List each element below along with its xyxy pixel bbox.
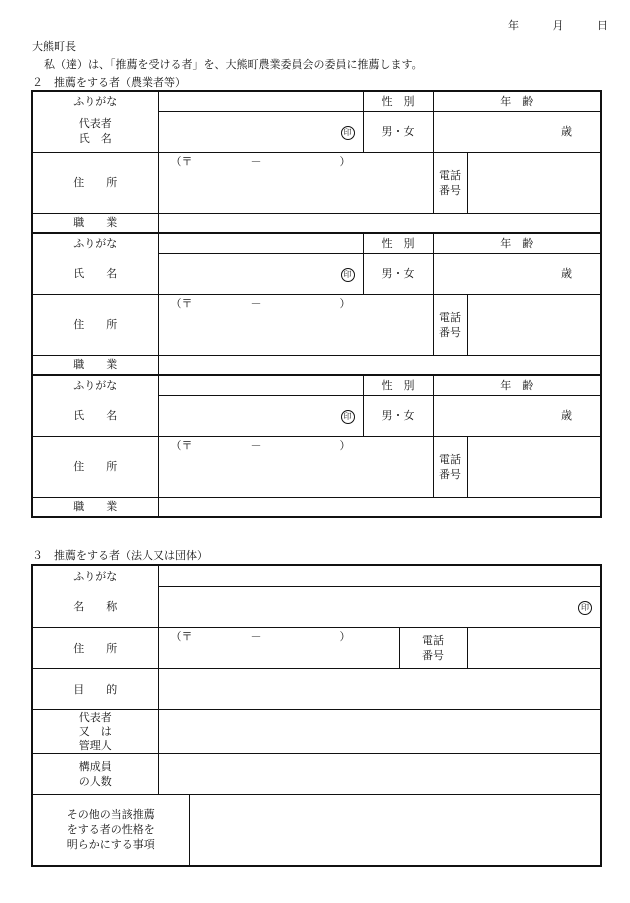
section2-title: ２ 推薦をする者（農業者等） [32, 76, 186, 89]
s2-name-label: 氏 名 [32, 395, 158, 436]
s2-name-field[interactable] [158, 111, 363, 152]
postal-dash: － [250, 154, 262, 168]
s2-address-field[interactable] [158, 436, 433, 497]
s2-age-label: 年 齢 [433, 233, 601, 253]
s2-name-field[interactable] [158, 253, 363, 294]
postal-dash: － [250, 630, 262, 643]
s2-address-field[interactable] [158, 294, 433, 355]
s2-name-label: 氏 名 [32, 253, 158, 294]
s3-rep-label: 代表者 又 は 管理人 [32, 710, 158, 754]
s2-occupation-label: 職 業 [32, 355, 158, 375]
s2-furigana-field[interactable] [158, 375, 363, 395]
s3-rep-field[interactable] [158, 710, 601, 754]
s2-age-field[interactable]: 歳 [433, 111, 601, 152]
s3-purpose-field[interactable] [158, 669, 601, 710]
s3-address-field[interactable] [158, 628, 399, 669]
postal-open: （〒 [170, 296, 193, 310]
postal-dash: － [250, 296, 262, 310]
date-month: 月 [552, 19, 564, 32]
s3-members-label: 構成員 の人数 [32, 754, 158, 795]
s2-phone-field[interactable] [467, 436, 601, 497]
section3-title: ３ 推薦をする者（法人又は団体） [32, 549, 208, 562]
s2-gender-field[interactable]: 男・女 [363, 395, 433, 436]
section3-table [31, 564, 602, 867]
postal-close: ） [339, 438, 351, 452]
s2-furigana-field[interactable] [158, 91, 363, 111]
s2-gender-label: 性 別 [363, 91, 433, 111]
postal-open: （〒 [170, 630, 193, 643]
s2-age-label: 年 齢 [433, 91, 601, 111]
s3-other-field[interactable] [189, 795, 601, 866]
s2-gender-label: 性 別 [363, 233, 433, 253]
s2-name-field[interactable] [158, 395, 363, 436]
s3-name-field[interactable] [158, 586, 601, 627]
s2-furigana-label: ふりがな [32, 375, 158, 395]
seal-icon: 印 [341, 410, 355, 424]
s2-occupation-field[interactable] [158, 213, 601, 233]
s2-furigana-label: ふりがな [32, 91, 158, 111]
seal-icon: 印 [341, 268, 355, 282]
s2-occupation-field[interactable] [158, 497, 601, 517]
s2-phone-label: 電話 番号 [433, 152, 467, 213]
s2-address-field[interactable] [158, 152, 433, 213]
s2-furigana-label: ふりがな [32, 233, 158, 253]
s3-phone-field[interactable] [467, 628, 601, 669]
s3-address-label: 住 所 [32, 628, 158, 669]
date-day: 日 [597, 19, 608, 32]
s2-gender-field[interactable]: 男・女 [363, 253, 433, 294]
s2-gender-field[interactable]: 男・女 [363, 111, 433, 152]
s2-occupation-label: 職 業 [32, 213, 158, 233]
seal-icon: 印 [341, 126, 355, 140]
intro-text: 私（達）は、「推薦を受ける者」を、大熊町農業委員会の委員に推薦します。 [44, 58, 423, 71]
s2-gender-label: 性 別 [363, 375, 433, 395]
postal-open: （〒 [170, 154, 193, 168]
addressee: 大熊町長 [32, 40, 76, 53]
s2-phone-label: 電話 番号 [433, 294, 467, 355]
s3-furigana-label: ふりがな [73, 570, 118, 583]
s3-furigana-field[interactable] [158, 565, 601, 586]
s2-address-label: 住 所 [32, 152, 158, 213]
s2-age-field[interactable]: 歳 [433, 253, 601, 294]
s3-phone-label: 電話 番号 [399, 628, 467, 669]
date-line [508, 17, 608, 33]
s2-address-label: 住 所 [32, 436, 158, 497]
s2-furigana-field[interactable] [158, 233, 363, 253]
s3-label-cell [32, 565, 158, 628]
postal-close: ） [339, 296, 351, 310]
postal-close: ） [339, 630, 351, 643]
s3-other-label: その他の当該推薦 をする者の性格を 明らかにする事項 [32, 795, 189, 866]
seal-icon: 印 [578, 601, 592, 615]
s2-phone-field[interactable] [467, 152, 601, 213]
s2-phone-field[interactable] [467, 294, 601, 355]
s3-members-field[interactable] [158, 754, 601, 795]
s2-age-label: 年 齢 [433, 375, 601, 395]
s2-occupation-label: 職 業 [32, 497, 158, 517]
date-year: 年 [508, 19, 519, 32]
s2-phone-label: 電話 番号 [433, 436, 467, 497]
postal-open: （〒 [170, 438, 193, 452]
s3-purpose-label: 目 的 [32, 669, 158, 710]
section2-table [31, 90, 602, 518]
s3-name-label: 名 称 [73, 600, 118, 613]
postal-close: ） [339, 154, 351, 168]
s2-occupation-field[interactable] [158, 355, 601, 375]
postal-dash: － [250, 438, 262, 452]
s2-address-label: 住 所 [32, 294, 158, 355]
s2-age-field[interactable]: 歳 [433, 395, 601, 436]
s2-name-label: 代表者 氏 名 [32, 111, 158, 152]
